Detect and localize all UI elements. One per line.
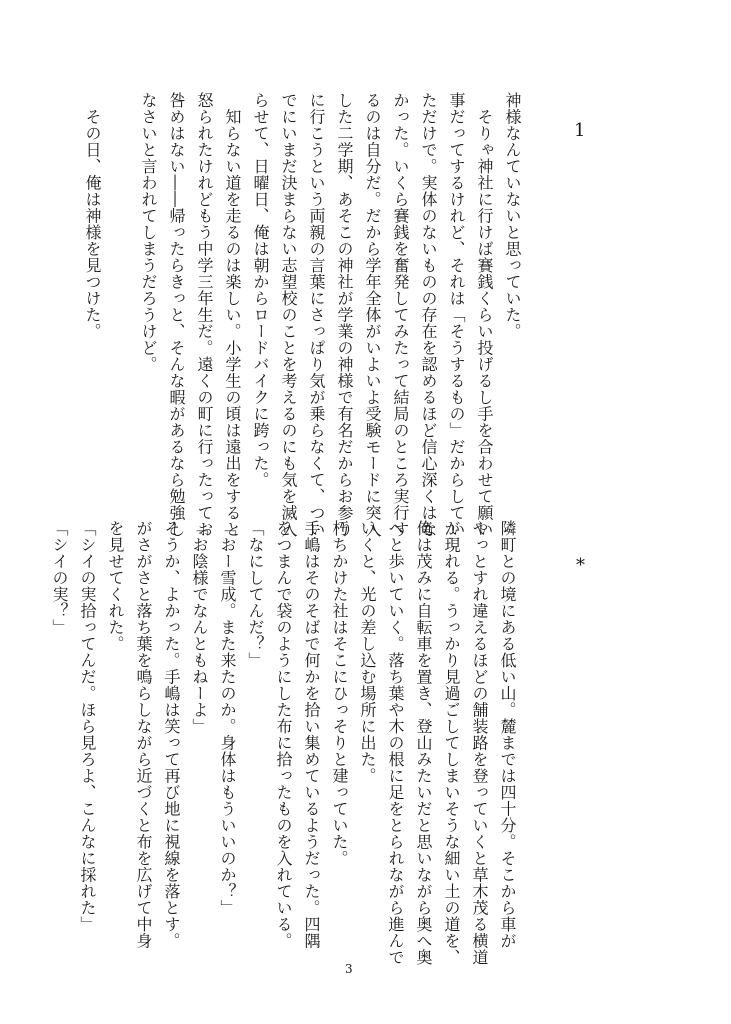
chapter-heading: 1 <box>574 120 586 141</box>
text-column <box>106 92 134 562</box>
text-column: 「おー雪成。また来たのか。身体はもういいのか？」 <box>218 520 237 916</box>
text-column: 俺は茂みに自転車を置き、登山みたいだと思いながら奥へ奥 <box>414 520 433 966</box>
text-column: をつまんで袋のようにした布に拾ったものを入れている。 <box>274 520 293 949</box>
scene-break: * <box>576 555 585 576</box>
text-column: 朽ちかけた社はそこにひっそりと建っていた。 <box>330 520 349 867</box>
page-number: 3 <box>345 962 353 976</box>
text-column: 怒られたけれどもう中学三年生だ。遠くの町に行ったってお <box>195 92 214 538</box>
text-column: でにいまだ決まらない志望校のことを考えるのにも気を滅入 <box>279 92 298 538</box>
text-column: 手嶋はそのそばで何かを拾い集めているようだった。四隅 <box>302 520 321 949</box>
text-column: ただけで。実体のないものの存在を認めるほど信心深くはな <box>419 92 438 538</box>
text-column: そりゃ神社に行けば賽銭くらい投げるし手を合わせて願い <box>475 92 494 538</box>
text-column: 「シイの実拾ってんだ。ほら見ろよ、こんなに採れた」 <box>78 520 97 933</box>
text-column: 隣町との境にある低い山。麓までは四十分。そこから車が <box>498 520 517 949</box>
text-column: 知らない道を走るのは楽しい。小学生の頃は遠出をすると <box>223 92 242 538</box>
text-column: 事だってするけれど、それは「そうするもの」だからしてい <box>447 92 466 538</box>
text-column: らせて、日曜日、俺は朝からロードバイクに跨った。 <box>251 92 270 488</box>
text-column: やっとすれ違えるほどの舗装路を登っていくと草木茂る横道 <box>470 520 489 966</box>
text-column: 神様なんていないと思っていた。 <box>503 92 522 340</box>
text-column: その日、俺は神様を見つけた。 <box>83 92 102 340</box>
text-column: へと歩いていく。落ち葉や木の根に足をとられながら進んで <box>386 520 405 966</box>
bottom-text-block <box>45 520 521 990</box>
text-column: なさいと言われてしまうだろうけど。 <box>139 92 158 373</box>
text-column: がさがさと落ち葉を鳴らしながら近づくと布を広げて中身 <box>134 520 153 949</box>
text-column: 「シイの実？」 <box>50 520 69 636</box>
text-column: に行こうという両親の言葉にさっぱり気が乗らなくて、つい <box>307 92 326 538</box>
text-column: 咎めはない――帰ったらきっと、そんな暇があるなら勉強し <box>167 92 186 538</box>
text-column: るのは自分だ。だから学年全体がいよいよ受験モードに突入 <box>363 92 382 538</box>
top-text-block <box>78 92 526 562</box>
text-column: そうか、よかった。手嶋は笑って再び地に視線を落とす。 <box>162 520 181 949</box>
text-column: 「なにしてんだ？」 <box>246 520 265 669</box>
text-column: いくと、光の差し込む場所に出た。 <box>358 520 377 784</box>
text-column: が現れる。うっかり見過ごしてしまいそうな細い土の道を、 <box>442 520 461 966</box>
text-column: した二学期、あそこの神社が学業の神様で有名だからお参り <box>335 92 354 538</box>
text-column: を見せてくれた。 <box>106 520 125 652</box>
text-column: かった。いくら賽銭を奮発してみたって結局のところ実行す <box>391 92 410 538</box>
text-column: 「お陰様でなんともねーよ」 <box>190 520 209 735</box>
